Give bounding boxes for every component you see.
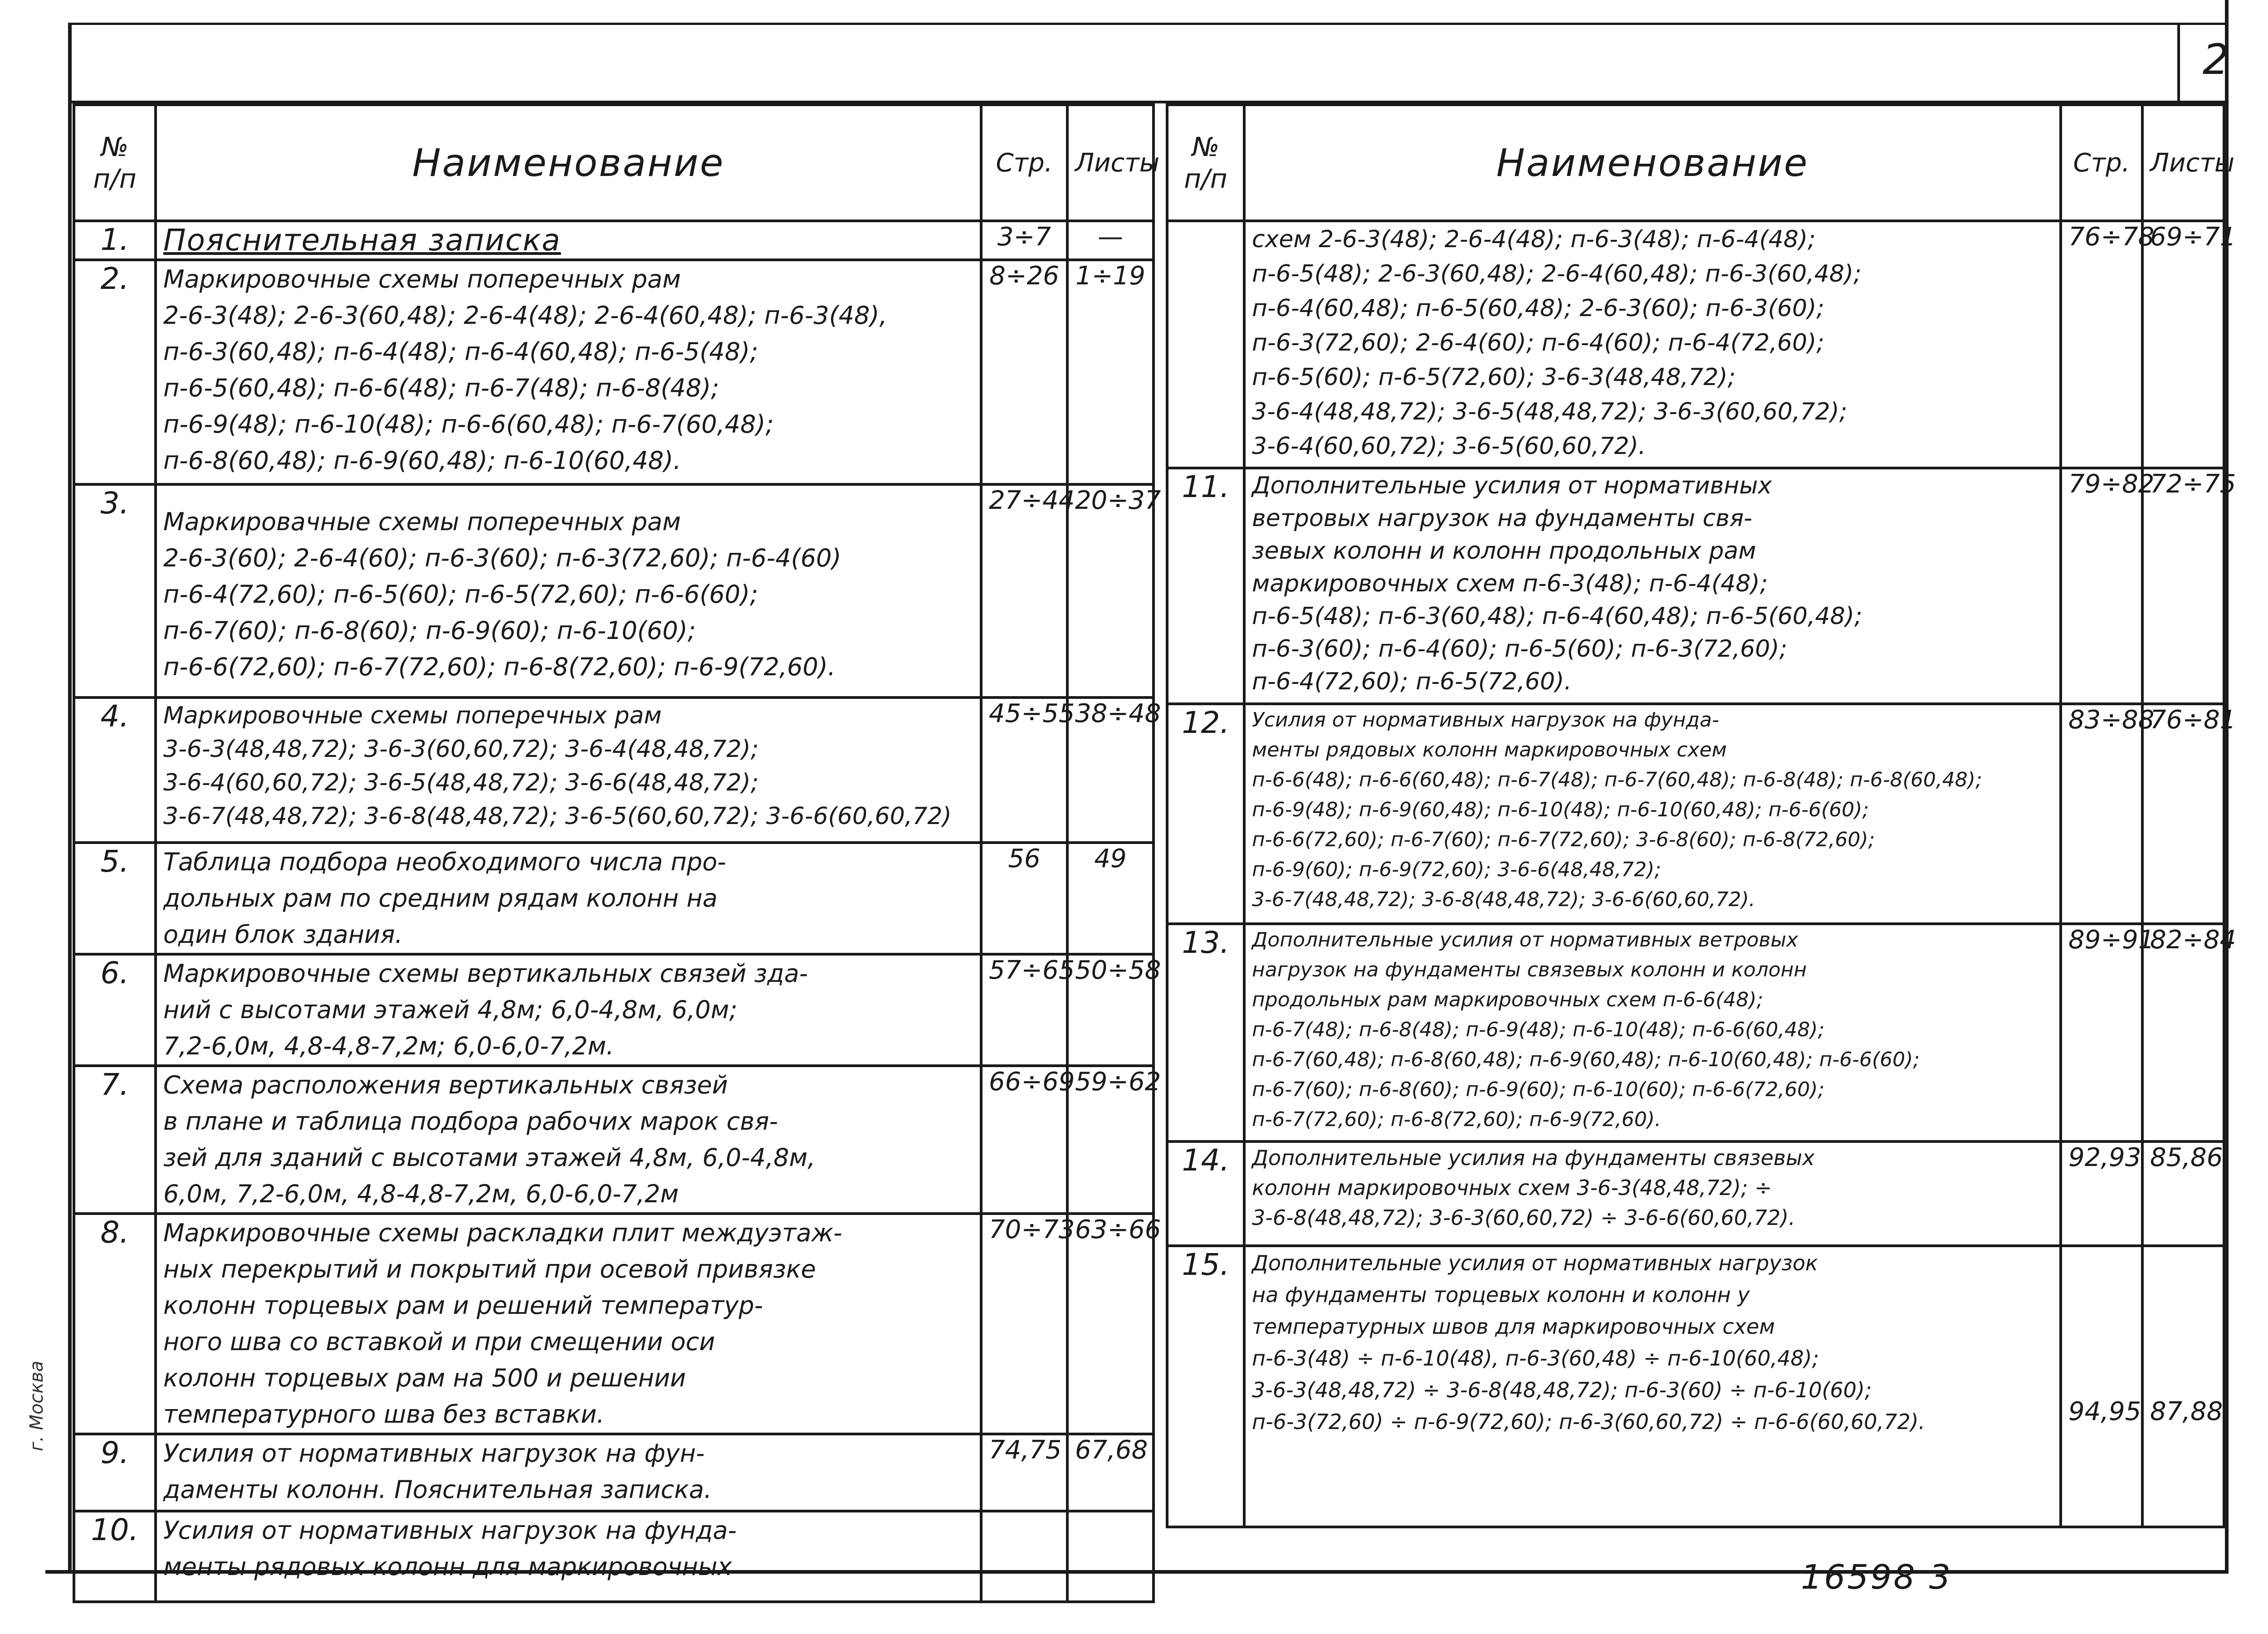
row-page: 45÷55 <box>981 697 1067 843</box>
row-title: Маркировачные схемы поперечных рам 2-6-3(60); 2-6-4(60); п-6-3(60); п-6-3(72,60); п-6-4(60) п-6-4(72,60); п-6-5(60); п-6-5(72,60); п-6-6(60); п-6-7(60); п-6-8(60); п-6-9(60); п-6-10(60); п-6-6(72,60); п-6-7(72,60); п-6-8(72,60); п-6-9(72,60). <box>156 484 981 697</box>
row-title: Пояснительная записка <box>156 221 981 260</box>
row-number: 5. <box>74 843 156 954</box>
row-number: 2. <box>74 260 156 484</box>
table-row <box>1167 924 2224 1141</box>
table-row <box>1167 1141 2224 1246</box>
row-number: 4. <box>74 697 156 843</box>
row-number: 7. <box>74 1066 156 1214</box>
row-number: 12. <box>1167 704 1244 924</box>
row-sheets: 50÷58 <box>1067 954 1154 1066</box>
column-header-sheets: Листы <box>2142 105 2224 221</box>
row-number: 11. <box>1167 468 1244 704</box>
column-header-name: Наименование <box>156 105 981 221</box>
row-page: 3÷7 <box>981 221 1067 260</box>
row-number: 1. <box>74 221 156 260</box>
row-page: 70÷73 <box>981 1214 1067 1434</box>
row-sheets: 49 <box>1067 843 1154 954</box>
table-row <box>1167 221 2224 468</box>
column-header-page: Стр. <box>2061 105 2142 221</box>
row-title: Маркировочные схемы поперечных рам 2-6-3(48); 2-6-3(60,48); 2-6-4(48); 2-6-4(60,48); п-6-3(48), п-6-3(60,48); п-6-4(48); п-6-4(60,48); п-6-5(48); п-6-5(60,48); п-6-6(48); п-6-7(48); п-6-8(48); п-6-9(48); п-6-10(48); п-6-6(60,48); п-6-7(60,48); п-6-8(60,48); п-6-9(60,48); п-6-10(60,48). <box>156 260 981 484</box>
row-title: Маркировочные схемы поперечных рам 3-6-3(48,48,72); 3-6-3(60,60,72); 3-6-4(48,48,72); 3-6-4(60,60,72); 3-6-5(48,48,72); 3-6-6(48,48,72); 3-6-7(48,48,72); 3-6-8(48,48,72); 3-6-5(60,60,72); 3-6-6(60,60,72) <box>156 697 981 843</box>
document-code: 16598 3 <box>1801 1558 1953 1597</box>
row-number: 9. <box>74 1434 156 1511</box>
row-sheets <box>1067 1511 1154 1602</box>
row-page: 56 <box>981 843 1067 954</box>
row-title: Дополнительные усилия на фундаменты связевых колонн маркировочных схем 3-6-3(48,48,72); ÷ 3-6-8(48,48,72); 3-6-3(60,60,72) ÷ 3-6-6(60,60,72). <box>1244 1141 2061 1246</box>
contents-table-right <box>1166 103 2236 1528</box>
column-header-name: Наименование <box>1244 105 2061 221</box>
row-sheets: 59÷62 <box>1067 1066 1154 1214</box>
table-row <box>74 1214 1154 1434</box>
row-title: Усилия от нормативных нагрузок на фунда- менты рядовых колонн маркировочных схем п-6-6(48); п-6-6(60,48); п-6-7(48); п-6-7(60,48); п-6-8(48); п-6-8(60,48); п-6-9(48); п-6-9(60,48); п-6-10(48); п-6-10(60,48); п-6-6(60); п-6-6(72,60); п-6-7(60); п-6-7(72,60); 3-6-8(60); п-6-8(72,60); п-6-9(60); п-6-9(72,60); 3-6-6(48,48,72); 3-6-7(48,48,72); 3-6-8(48,48,72); 3-6-6(60,60,72). <box>1244 704 2061 924</box>
row-title: Дополнительные усилия от нормативных ветровых нагрузок на фундаменты связевых колонн и колонн продольных рам маркировочных схем п-6-6(48); п-6-7(48); п-6-8(48); п-6-9(48); п-6-10(48); п-6-6(60,48); п-6-7(60,48); п-6-8(60,48); п-6-9(60,48); п-6-10(60,48); п-6-6(60); п-6-7(60); п-6-8(60); п-6-9(60); п-6-10(60); п-6-6(72,60); п-6-7(72,60); п-6-8(72,60); п-6-9(72,60). <box>1244 924 2061 1141</box>
row-page: 92,93 <box>2061 1141 2142 1246</box>
row-number: 15. <box>1167 1246 1244 1527</box>
row-sheets: 20÷37 <box>1067 484 1154 697</box>
row-sheets: 82÷84 <box>2142 924 2224 1141</box>
row-page: 8÷26 <box>981 260 1067 484</box>
table-row <box>1167 468 2224 704</box>
row-title: Маркировочные схемы раскладки плит междуэтаж- ных перекрытий и покрытий при осевой привязке колонн торцевых рам и решений температур- ного шва со вставкой и при смещении оси колонн торцевых рам на 500 и решении температурного шва без вставки. <box>156 1214 981 1434</box>
row-number: 8. <box>74 1214 156 1434</box>
row-page: 74,75 <box>981 1434 1067 1511</box>
row-title: Дополнительные усилия от нормативных нагрузок на фундаменты торцевых колонн и колонн у температурных швов для маркировочных схем п-6-3(48) ÷ п-6-10(48), п-6-3(60,48) ÷ п-6-10(60,48); 3-6-3(48,48,72) ÷ 3-6-8(48,48,72); п-6-3(60) ÷ п-6-10(60); п-6-3(72,60) ÷ п-6-9(72,60); п-6-3(60,60,72) ÷ п-6-6(60,60,72). <box>1244 1246 2061 1527</box>
table-row <box>74 697 1154 843</box>
row-sheets: 76÷81 <box>2142 704 2224 924</box>
table-row <box>1167 704 2224 924</box>
row-sheets: 67,68 <box>1067 1434 1154 1511</box>
row-title: Таблица подбора необходимого числа про- дольных рам по средним рядам колонн на один блок здания. <box>156 843 981 954</box>
table-row <box>74 954 1154 1066</box>
table-header-row <box>74 105 1154 221</box>
table-row <box>74 1511 1154 1602</box>
table-header-row <box>1167 105 2224 221</box>
row-title: Усилия от нормативных нагрузок на фун- даменты колонн. Пояснительная записка. <box>156 1434 981 1511</box>
row-page: 27÷44 <box>981 484 1067 697</box>
row-page: 66÷69 <box>981 1066 1067 1214</box>
table-row <box>1167 1246 2224 1527</box>
row-page <box>981 1511 1067 1602</box>
row-sheets: 87,88 <box>2142 1246 2224 1527</box>
row-number: 13. <box>1167 924 1244 1141</box>
row-number <box>1167 221 1244 468</box>
row-page: 94,95 <box>2061 1246 2142 1527</box>
row-sheets: 1÷19 <box>1067 260 1154 484</box>
row-title: Схема расположения вертикальных связей в плане и таблица подбора рабочих марок свя- зей для зданий с высотами этажей 4,8м, 6,0-4,8м, 6,0м, 7,2-6,0м, 4,8-4,8-7,2м, 6,0-6,0-7,2м <box>156 1066 981 1214</box>
row-page: 83÷88 <box>2061 704 2142 924</box>
sheet-box-left <box>2177 23 2180 102</box>
margin-stamp: г. Москва <box>26 1361 47 1451</box>
row-sheets: 72÷75 <box>2142 468 2224 704</box>
row-title: схем 2-6-3(48); 2-6-4(48); п-6-3(48); п-6-4(48); п-6-5(48); 2-6-3(60,48); 2-6-4(60,48); п-6-3(60,48); п-6-4(60,48); п-6-5(60,48); 2-6-3(60); п-6-3(60); п-6-3(72,60); 2-6-4(60); п-6-4(60); п-6-4(72,60); п-6-5(60); п-6-5(72,60); 3-6-3(48,48,72); 3-6-4(48,48,72); 3-6-5(48,48,72); 3-6-3(60,60,72); 3-6-4(60,60,72); 3-6-5(60,60,72). <box>1244 221 2061 468</box>
row-title: Дополнительные усилия от нормативных ветровых нагрузок на фундаменты свя- зевых колонн и колонн продольных рам маркировочных схем п-6-3(48); п-6-4(48); п-6-5(48); п-6-3(60,48); п-6-4(60,48); п-6-5(60,48); п-6-3(60); п-6-4(60); п-6-5(60); п-6-3(72,60); п-6-4(72,60); п-6-5(72,60). <box>1244 468 2061 704</box>
row-sheets: 69÷71 <box>2142 221 2224 468</box>
sheet-number: 2 <box>2202 35 2229 84</box>
row-number: 6. <box>74 954 156 1066</box>
row-sheets: 38÷48 <box>1067 697 1154 843</box>
table-row <box>74 843 1154 954</box>
column-header-page: Стр. <box>981 105 1067 221</box>
row-page: 79÷82 <box>2061 468 2142 704</box>
frame-left-border <box>68 23 72 1574</box>
row-number: 14. <box>1167 1141 1244 1246</box>
contents-table-left <box>73 103 1161 1603</box>
column-header-number: № п/п <box>74 105 156 221</box>
table-row <box>74 1066 1154 1214</box>
row-sheets: 85,86 <box>2142 1141 2224 1246</box>
row-sheets: — <box>1067 221 1154 260</box>
row-sheets: 63÷66 <box>1067 1214 1154 1434</box>
column-header-number: № п/п <box>1167 105 1244 221</box>
row-page: 76÷78 <box>2061 221 2142 468</box>
row-number: 3. <box>74 484 156 697</box>
table-row <box>74 221 1154 260</box>
row-page: 89÷91 <box>2061 924 2142 1141</box>
column-header-sheets: Листы <box>1067 105 1154 221</box>
frame-top-border <box>68 23 2227 25</box>
table-row <box>74 1434 1154 1511</box>
row-number: 10. <box>74 1511 156 1602</box>
row-title: Маркировочные схемы вертикальных связей зда- ний с высотами этажей 4,8м; 6,0-4,8м, 6,0м; 7,2-6,0м, 4,8-4,8-7,2м; 6,0-6,0-7,2м. <box>156 954 981 1066</box>
table-row <box>74 260 1154 484</box>
table-row <box>74 484 1154 697</box>
row-page: 57÷65 <box>981 954 1067 1066</box>
row-title: Усилия от нормативных нагрузок на фунда- менты рядовых колонн для маркировочных <box>156 1511 981 1602</box>
